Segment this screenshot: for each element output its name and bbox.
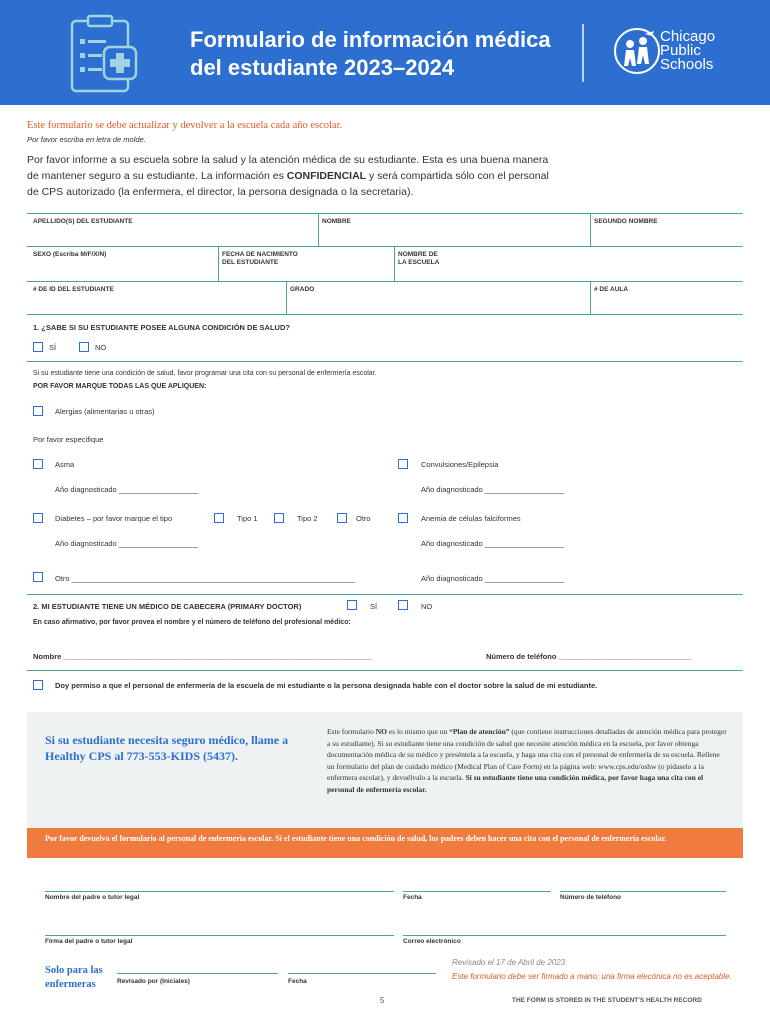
field-divider	[394, 246, 395, 281]
seizures-checkbox[interactable]	[398, 459, 408, 469]
section-rule	[27, 670, 743, 671]
q2-instruction: En caso afirmativo, por favor provea el nombre y el número de teléfono del profesional médico:	[33, 619, 351, 626]
other-type-checkbox[interactable]	[337, 513, 347, 523]
field-divider	[218, 246, 219, 281]
page-title: Formulario de información médica del estudiante 2023–2024	[190, 27, 551, 80]
permission-checkbox[interactable]	[33, 680, 43, 690]
type1-label: Tipo 1	[237, 514, 258, 523]
email-label: Correo electrónico	[403, 938, 461, 945]
allergies-checkbox[interactable]	[33, 406, 43, 416]
parent-name-line[interactable]	[45, 891, 394, 892]
permission-label: Doy permiso a que el personal de enfermería de la escuela de mi estudiante o la persona designada hable con el doctor sobre la salud de mi estudiante.	[55, 681, 598, 690]
date-line[interactable]	[403, 891, 551, 892]
nurse-date-label: Fecha	[288, 978, 307, 985]
update-notice: Este formulario se debe actualizar y devolver a la escuela cada año escolar.	[27, 120, 343, 131]
school-name-field[interactable]: NOMBRE DE LA ESCUELA	[398, 251, 440, 266]
last-name-field[interactable]: APELLIDO(S) DEL ESTUDIANTE	[33, 218, 133, 225]
field-rule	[27, 281, 743, 282]
other-type-label: Otro	[356, 514, 371, 523]
sickle-cell-label: Anemia de células falciformes	[421, 514, 521, 523]
q1-title: 1. ¿SABE SI SU ESTUDIANTE POSEE ALGUNA CONDICIÓN DE SALUD?	[33, 323, 290, 332]
dob-field[interactable]: FECHA DE NACIMIENTO DEL ESTUDIANTE	[222, 251, 298, 266]
nurse-date-line[interactable]	[288, 973, 436, 974]
first-name-field[interactable]: NOMBRE	[322, 218, 351, 225]
care-plan-note: Este formulario NO es lo mismo que un “Plan de atención” (que contiene instrucciones detalladas de atención médica para proteger a su estudiante). Si su estudiante tiene una condición de salud que necesite atención médica en la escuela, por favor obtenga documentación médica de su médico y preséntela a la escuela, y haga una cita con el personal de enfermería de su escuela. Rellene un formulario del plan de cuidado médico (Medical Plan of Care Form) en la página web: www.cps.edu/oshw (o pídaselo a la enfermera escolar), y devuélvalo a la escuela. Si su estudiante tiene una condición médica, por favor haga una cita con el personal de enfermería escolar.	[327, 727, 727, 794]
email-line[interactable]	[403, 935, 726, 936]
field-divider	[318, 213, 319, 246]
parent-name-label: Nombre del padre o tutor legal	[45, 894, 140, 901]
seizures-year-field[interactable]: Año diagnosticado ___________________	[421, 485, 565, 494]
field-divider	[286, 281, 287, 314]
revision-date: Revisado el 17 de Abril de 2023	[452, 958, 566, 967]
cps-logo-text: Chicago Public Schools	[660, 28, 716, 73]
asthma-year-field[interactable]: Año diagnosticado ___________________	[55, 485, 199, 494]
sickle-cell-checkbox[interactable]	[398, 513, 408, 523]
q1-yes-label: SÍ	[49, 343, 57, 352]
middle-name-field[interactable]: SEGUNDO NOMBRE	[594, 218, 658, 225]
parent-signature-line[interactable]	[45, 935, 394, 936]
header-divider	[582, 24, 584, 82]
handsign-notice: Este formulario debe ser firmado a mano; una firma elecónica no es aceptable.	[452, 972, 732, 981]
q1-mark-all: POR FAVOR MARQUE TODAS LAS QUE APLIQUEN:	[33, 383, 207, 390]
asthma-checkbox[interactable]	[33, 459, 43, 469]
page-header	[0, 0, 770, 105]
phone-line[interactable]	[560, 891, 726, 892]
asthma-label: Asma	[55, 460, 75, 469]
diabetes-year-field[interactable]: Año diagnosticado ___________________	[55, 539, 199, 548]
reviewed-by-line[interactable]	[117, 973, 278, 974]
clipboard-medical-icon	[68, 13, 140, 95]
q1-yes-checkbox[interactable]	[33, 342, 43, 352]
field-rule	[27, 213, 743, 214]
sickle-year-field[interactable]: Año diagnosticado ___________________	[421, 539, 565, 548]
doctor-phone-field[interactable]: Número de teléfono ________________________________	[486, 652, 692, 661]
grade-field[interactable]: GRADO	[290, 286, 315, 293]
date-label: Fecha	[403, 894, 422, 901]
field-rule	[27, 246, 743, 247]
return-banner-text: Por favor devuelva el formulario al personal de enfermería escolar. Si el estudiante tiene una condición de salud, los padres deben hacer una cita con el personal de enfermería escolar.	[45, 834, 667, 843]
field-divider	[590, 281, 591, 314]
cps-logo-icon	[612, 26, 662, 76]
seizures-label: Convulsiones/Epilepsia	[421, 460, 499, 469]
footer-note: THE FORM IS STORED IN THE STUDENT'S HEALTH RECORD	[512, 997, 702, 1004]
q2-no-checkbox[interactable]	[398, 600, 408, 610]
q2-no-label: NO	[421, 602, 433, 611]
field-divider	[590, 213, 591, 246]
nurses-only-label: Solo para las enfermeras	[45, 965, 103, 990]
q2-yes-checkbox[interactable]	[347, 600, 357, 610]
q1-no-checkbox[interactable]	[79, 342, 89, 352]
type2-label: Tipo 2	[297, 514, 318, 523]
section-rule	[27, 361, 743, 362]
diabetes-checkbox[interactable]	[33, 513, 43, 523]
q1-instruction: Si su estudiante tiene una condición de salud, favor programar una cita con su personal de enfermería escolar.	[33, 370, 377, 377]
student-id-field[interactable]: # DE ID DEL ESTUDIANTE	[33, 286, 114, 293]
room-field[interactable]: # DE AULA	[594, 286, 629, 293]
field-rule	[27, 314, 743, 315]
sex-field[interactable]: SEXO (Escriba M/F/X/N)	[33, 251, 107, 258]
doctor-name-field[interactable]: Nombre __________________________________________________________________________	[33, 652, 373, 661]
print-notice: Por favor escriba en letra de molde.	[27, 135, 146, 144]
other-year-field[interactable]: Año diagnosticado ___________________	[421, 574, 565, 583]
parent-signature-label: Firma del padre o tutor legal	[45, 938, 133, 945]
page-number: 5	[380, 996, 385, 1005]
insurance-callout: Si su estudiante necesita seguro médico, llame a Healthy CPS al 773-553-KIDS (5437).	[45, 733, 289, 763]
q2-yes-label: SÍ	[370, 602, 378, 611]
specify-label: Por favor especifique	[33, 435, 104, 444]
type1-checkbox[interactable]	[214, 513, 224, 523]
other-condition-checkbox[interactable]	[33, 572, 43, 582]
allergies-label: Alergias (alimentarias u otras)	[55, 407, 155, 416]
other-condition-field[interactable]: Otro ____________________________________________________________________	[55, 574, 356, 583]
reviewed-by-label: Revisado por (Iniciales)	[117, 978, 190, 985]
q2-title: 2. MI ESTUDIANTE TIENE UN MÉDICO DE CABECERA (PRIMARY DOCTOR)	[33, 602, 302, 611]
intro-paragraph: Por favor informe a su escuela sobre la salud y la atención médica de su estudiante. Esta es una buena manera de mantener seguro a su estudiante. La información es CONFIDENCIAL y será compartida sólo con el personal de CPS autorizado (la enfermera, el director, la persona designada o la secretaria).	[27, 154, 549, 198]
section-rule	[27, 594, 743, 595]
q1-no-label: NO	[95, 343, 107, 352]
diabetes-label: Diabetes – por favor marque el tipo	[55, 514, 173, 523]
phone-label: Número de teléfono	[560, 894, 622, 901]
type2-checkbox[interactable]	[274, 513, 284, 523]
